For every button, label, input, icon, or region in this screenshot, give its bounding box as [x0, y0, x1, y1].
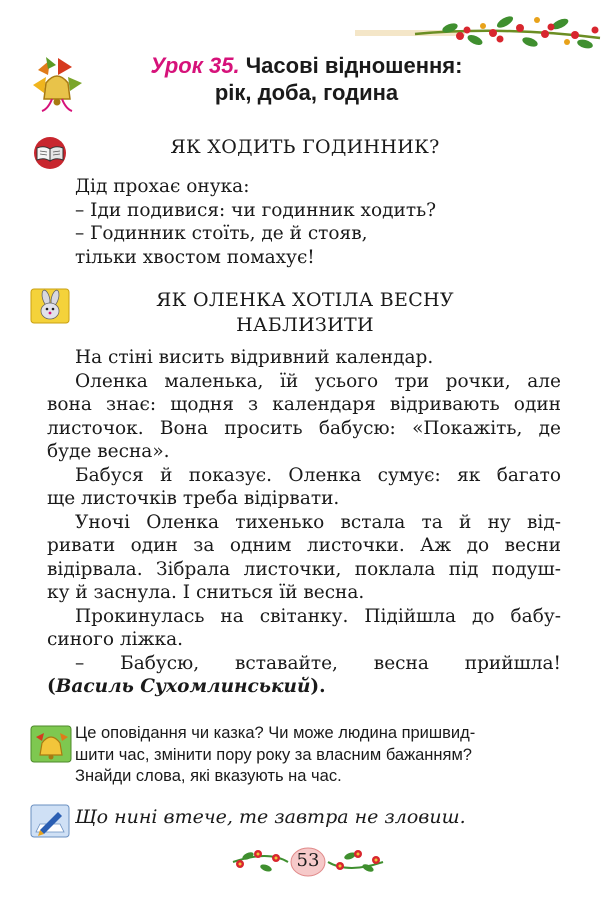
story-author-line — [47, 675, 561, 699]
story-line: ще листочків треба відірвати. — [47, 488, 340, 509]
pen-paper-icon — [30, 804, 70, 838]
bunny-icon — [30, 288, 70, 324]
poem-line: тільки хвостом помахує! — [75, 246, 315, 268]
poem-title: ЯК ХОДИТЬ ГОДИННИК? — [170, 136, 440, 158]
task-text — [75, 723, 570, 788]
story-title — [110, 288, 500, 338]
story-title-line1: ЯК ОЛЕНКА ХОТІЛА ВЕСНУ — [156, 289, 454, 311]
lesson-number: Урок 35. — [150, 53, 240, 78]
story-line: На стіні висить відривний календар. — [75, 347, 434, 368]
decorative-branch-icon — [355, 8, 605, 53]
task-line: шити час, змінити пору року за власним бажанням? — [75, 745, 472, 764]
story-line: Прокинулась на світанку. Підійшла до бабу- — [75, 605, 561, 627]
poem-line: Дід прохає онука: — [75, 176, 250, 197]
story-line: – Бабусю, вставайте, весна прийшла! — [75, 652, 561, 674]
task-bell-icon — [30, 725, 72, 763]
proverb: Що нині втече, те завтра не зловиш. — [75, 806, 466, 828]
task-line: Це оповідання чи казка? Чи може людина пришвид- — [75, 724, 476, 742]
story-author: Василь Сухомлинський — [55, 676, 311, 697]
task-line: Знайди слова, які вказують на час. — [75, 767, 342, 785]
poem-line: – Годинник стоїть, де й стояв, — [75, 223, 368, 244]
lesson-title — [0, 52, 613, 106]
story-line: синого ліжка. — [47, 629, 184, 650]
story-line: Оленка маленька, їй усього три рочки, але — [75, 370, 561, 392]
story-line: вона знає: щодня з календаря відривають один — [47, 394, 561, 415]
story-line: Уночі Оленка тихенько встала та й ну від- — [75, 511, 561, 533]
open-book-icon — [30, 136, 70, 170]
story-line: буде весна». — [47, 441, 170, 462]
poem-line: – Іди подивися: чи годинник ходить? — [75, 199, 437, 221]
story-title-line2: НАБЛИЗИТИ — [236, 314, 374, 336]
lesson-title-line2: рік, доба, година — [214, 80, 399, 105]
story-line: ривати один за одним листочки. Аж до весни — [47, 535, 561, 556]
story-line: Бабуся й показує. Оленка сумує: як багато — [75, 464, 561, 486]
author-paren-open: ( — [47, 676, 56, 697]
author-paren-close: ). — [310, 676, 326, 697]
lesson-title-line1: Часові відношення: — [245, 53, 463, 78]
story-line: листочок. Вона просить бабусю: «Покажіть, де — [47, 417, 561, 439]
story-line: відірвала. Зібрала листочки, поклала під подуш- — [47, 558, 561, 580]
story-line: ку й заснула. І сниться їй весна. — [47, 582, 365, 603]
story-text — [47, 346, 561, 699]
page-number: 53 — [296, 850, 320, 871]
poem-text — [75, 175, 436, 269]
